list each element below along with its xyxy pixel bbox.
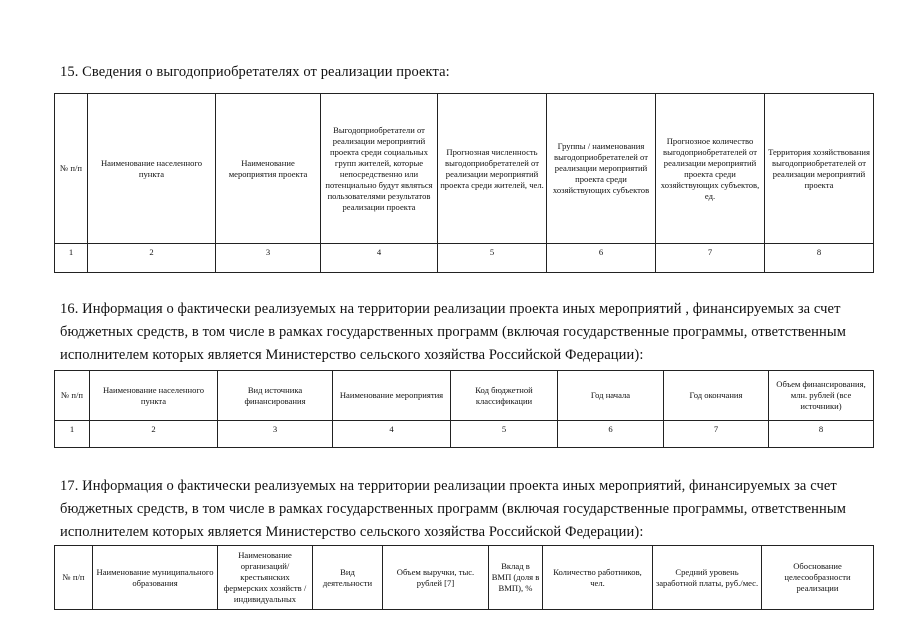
table-header-row [55, 546, 874, 610]
header-cell: Год начала [558, 371, 664, 421]
column-number: 3 [216, 244, 321, 273]
header-cell: Прогнозное количество выгодоприобретателей от реализации мероприятий проекта среди хозяйствующих субъектов, ед. [656, 94, 765, 244]
column-number: 7 [664, 421, 769, 448]
column-number: 3 [218, 421, 333, 448]
header-cell: Вклад в ВМП (доля в ВМП), % [489, 546, 543, 610]
header-cell: № п/п [55, 371, 90, 421]
column-number: 2 [88, 244, 216, 273]
column-number-row [55, 244, 874, 273]
column-number: 5 [438, 244, 547, 273]
header-cell: Наименование мероприятия проекта [216, 94, 321, 244]
section-17-title: 17. Информация о фактически реализуемых на территории реализации проекта иных мероприятий, финансируемых за счет бюджетных средств, в том числе в рамках государственных программ (включая государственные программы, ответственным исполнителем которых является Министерство сельского хозяйства Российской Федерации): [60, 478, 847, 540]
column-number: 4 [321, 244, 438, 273]
column-number: 1 [55, 244, 88, 273]
organizations-table [54, 545, 874, 610]
header-cell: Количество работников, чел. [543, 546, 653, 610]
column-number: 8 [769, 421, 874, 448]
column-number: 7 [656, 244, 765, 273]
header-cell: Наименование населенного пункта [88, 94, 216, 244]
header-cell: Объем финансирования, млн. рублей (все источники) [769, 371, 874, 421]
column-number: 1 [55, 421, 90, 448]
header-cell: Прогнозная численность выгодоприобретателей от реализации мероприятий проекта среди жителей, чел. [438, 94, 547, 244]
header-cell: Наименование организаций/ крестьянских фермерских хозяйств / индивидуальных [218, 546, 313, 610]
header-cell: Вид деятельности [313, 546, 383, 610]
column-number: 5 [451, 421, 558, 448]
header-cell: № п/п [55, 94, 88, 244]
beneficiaries-table [54, 93, 874, 273]
header-cell: Средний уровень заработной платы, руб./мес. [653, 546, 762, 610]
header-cell: Выгодоприобретатели от реализации мероприятий проекта среди социальных групп жителей, которые непосредственно или потенциально будут являться пользователями результатов реализации проекта [321, 94, 438, 244]
header-cell: Вид источника финансирования [218, 371, 333, 421]
table-header-row [55, 94, 874, 244]
header-cell: Наименование муниципального образования [93, 546, 218, 610]
column-number: 8 [765, 244, 874, 273]
section-15-title: 15. Сведения о выгодоприобретателях от реализации проекта: [60, 64, 450, 80]
column-number: 4 [333, 421, 451, 448]
section-16-title: 16. Информация о фактически реализуемых на территории реализации проекта иных мероприятий , финансируемых за счет бюджетных средств, в том числе в рамках государственных программ (включая государственные программы, ответственным исполнителем которых является Министерство сельского хозяйства Российской Федерации): [60, 301, 847, 363]
header-cell: Группы / наименования выгодоприобретателей от реализации мероприятий проекта среди хозяйствующих субъектов [547, 94, 656, 244]
other-activities-table [54, 370, 874, 448]
header-cell: Обоснование целесообразности реализации [762, 546, 874, 610]
header-cell: Код бюджетной классификации [451, 371, 558, 421]
table-header-row [55, 371, 874, 421]
column-number: 6 [547, 244, 656, 273]
header-cell: Территория хозяйствования выгодоприобретателей от реализации мероприятий проекта [765, 94, 874, 244]
column-number: 2 [90, 421, 218, 448]
header-cell: № п/п [55, 546, 93, 610]
column-number-row [55, 421, 874, 448]
header-cell: Наименование мероприятия [333, 371, 451, 421]
header-cell: Наименование населенного пункта [90, 371, 218, 421]
header-cell: Объем выручки, тыс. рублей [7] [383, 546, 489, 610]
header-cell: Год окончания [664, 371, 769, 421]
column-number: 6 [558, 421, 664, 448]
